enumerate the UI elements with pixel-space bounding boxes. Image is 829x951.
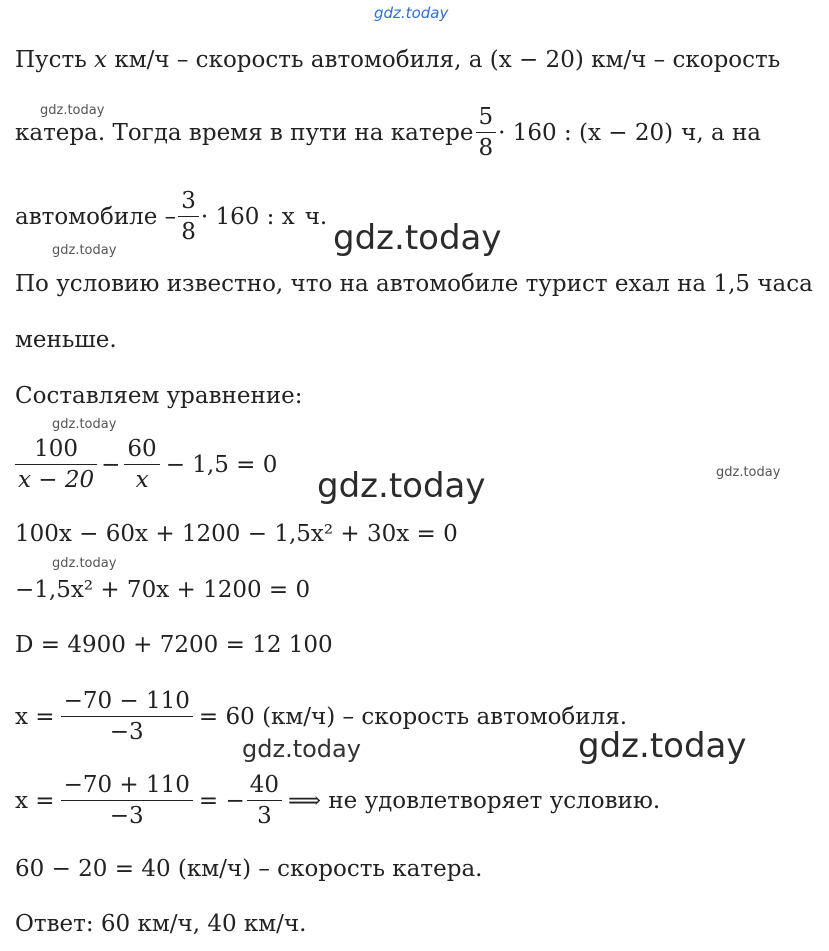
equation-4: D = 4900 + 7200 = 12 100 — [15, 632, 333, 658]
text-line-3 — [15, 184, 327, 250]
line2-expr: · 160 : (x − 20) — [498, 119, 674, 146]
fraction-100-over-x-minus-20 — [15, 438, 97, 492]
fraction-numerator: 3 — [178, 190, 199, 217]
eq6-equals: = − — [198, 787, 245, 814]
eq5-rhs: = 60 (км/ч) – скорость автомобиля. — [198, 703, 628, 730]
watermark-small-5: gdz.today — [52, 556, 117, 571]
answer-line: Ответ: 60 км/ч, 40 км/ч. — [15, 911, 307, 937]
fraction-root-2 — [61, 774, 193, 828]
line3-suffix: ч. — [304, 203, 328, 230]
line1-prefix: Пусть — [15, 47, 87, 73]
line1-var: x — [94, 47, 108, 73]
watermark-medium: gdz.today — [242, 735, 361, 763]
eq1-tail: − 1,5 = 0 — [165, 451, 278, 478]
line3-expr: · 160 : x — [200, 203, 295, 230]
fraction-denominator: x − 20 — [18, 467, 95, 493]
eq6-rhs: ⟹ не удовлетворяет условию. — [288, 787, 661, 814]
watermark-small-2: gdz.today — [52, 243, 117, 258]
text-line-6: Составляем уравнение: — [15, 383, 303, 409]
text-line-1 — [15, 49, 780, 72]
line2-prefix: катера. Тогда время в пути на катере — [15, 119, 474, 146]
line1-unit: км/ч — [114, 47, 170, 73]
watermark-top: gdz.today — [374, 4, 449, 22]
equation-6 — [15, 768, 660, 834]
watermark-large-2: gdz.today — [317, 466, 486, 506]
fraction-root-1 — [61, 690, 193, 744]
fraction-40-over-3 — [247, 774, 282, 828]
text-line-5: меньше. — [15, 327, 117, 353]
fraction-numerator: 5 — [476, 106, 497, 133]
fraction-denominator: 8 — [181, 219, 196, 245]
watermark-large-1: gdz.today — [333, 218, 502, 258]
fraction-denominator: −3 — [109, 719, 144, 745]
fraction-numerator: 60 — [124, 438, 159, 465]
equation-3: −1,5x² + 70x + 1200 = 0 — [15, 577, 311, 603]
fraction-numerator: 100 — [15, 438, 97, 465]
watermark-small-4: gdz.today — [716, 465, 781, 480]
line1-unit2: км/ч — [591, 47, 647, 73]
text-line-4: По условию известно, что на автомобиле турист ехал на 1,5 часа — [15, 271, 813, 297]
fraction-5-8 — [476, 106, 497, 160]
fraction-denominator: 8 — [478, 135, 494, 161]
watermark-large-3: gdz.today — [578, 726, 747, 766]
equation-2: 100x − 60x + 1200 − 1,5x² + 30x = 0 — [15, 521, 458, 547]
fraction-denominator: x — [135, 467, 149, 493]
fraction-numerator: −70 − 110 — [61, 690, 193, 717]
line3-prefix: автомобиле – — [15, 203, 177, 230]
line1-suffix: – скорость — [653, 47, 781, 73]
fraction-numerator: 40 — [247, 774, 282, 801]
fraction-numerator: −70 + 110 — [61, 774, 193, 801]
fraction-denominator: −3 — [109, 803, 144, 829]
line1-expr: (x − 20) — [489, 47, 584, 73]
watermark-small-3: gdz.today — [52, 417, 117, 432]
fraction-3-8 — [178, 190, 199, 244]
eq5-lhs: x = — [15, 703, 55, 730]
equation-1 — [13, 432, 277, 498]
equation-7: 60 − 20 = 40 (км/ч) – скорость катера. — [15, 856, 483, 882]
line2-suffix: ч, а на — [681, 119, 762, 146]
line1-mid: – скорость автомобиля, а — [176, 47, 483, 73]
text-line-2 — [15, 100, 761, 166]
fraction-60-over-x — [124, 438, 159, 492]
fraction-denominator: 3 — [257, 803, 272, 829]
watermark-small-1: gdz.today — [40, 103, 105, 118]
eq6-lhs: x = — [15, 787, 55, 814]
eq1-operator: − — [101, 451, 121, 478]
